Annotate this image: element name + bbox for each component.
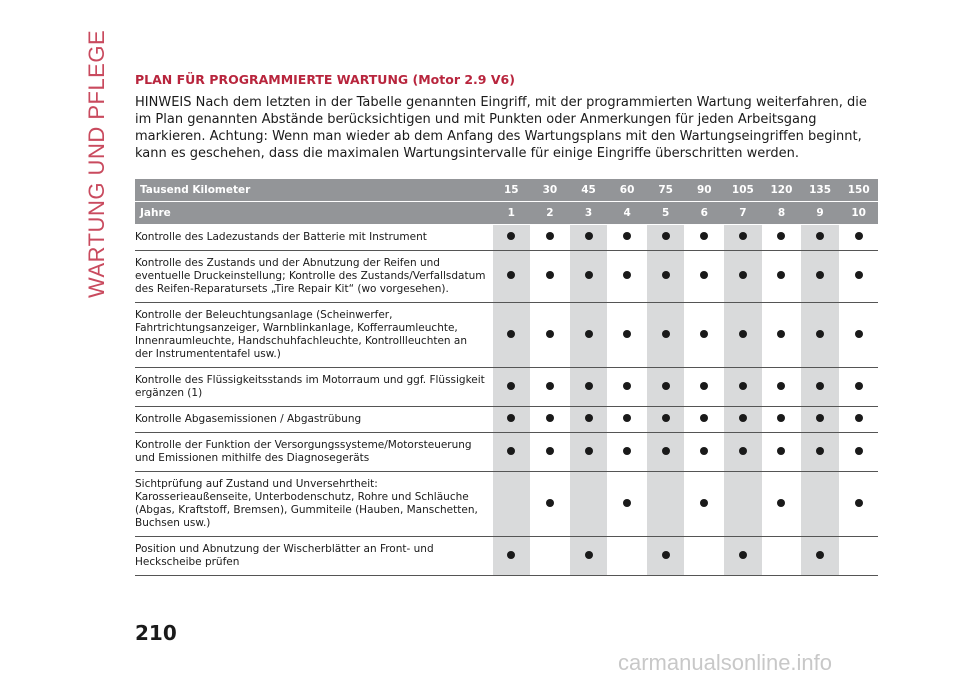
interval-cell [724,368,763,407]
interval-cell [608,303,647,368]
required-dot-icon [507,232,515,240]
interval-cell [608,225,647,251]
table-row [135,472,878,537]
km-header-cell: 30 [531,179,570,202]
km-header-cell: 135 [801,179,840,202]
required-dot-icon [585,382,593,390]
table-row [135,407,878,433]
interval-cell [569,537,608,576]
km-header-row [135,179,878,202]
required-dot-icon [816,447,824,455]
required-dot-icon [546,232,554,240]
required-dot-icon [777,499,785,507]
required-dot-icon [623,330,631,338]
interval-cell [646,407,685,433]
required-dot-icon [739,271,747,279]
interval-cell [492,472,531,537]
interval-cell [724,251,763,303]
task-description: Kontrolle der Funktion der Versorgungssysteme/Motorsteuerung und Emissionen mithilfe des Diagnosegeräts [135,433,492,472]
required-dot-icon [855,447,863,455]
interval-cell [724,407,763,433]
interval-cell [762,368,801,407]
required-dot-icon [855,271,863,279]
interval-cell [531,368,570,407]
interval-cell [569,303,608,368]
interval-cell [839,303,878,368]
km-header-cell: 15 [492,179,531,202]
required-dot-icon [662,271,670,279]
required-dot-icon [623,271,631,279]
km-header-cell: 75 [646,179,685,202]
required-dot-icon [507,414,515,422]
required-dot-icon [739,232,747,240]
required-dot-icon [855,414,863,422]
interval-cell [569,472,608,537]
interval-cell [608,251,647,303]
years-header-cell: 5 [646,202,685,225]
page-number: 210 [135,621,177,645]
interval-cell [492,537,531,576]
required-dot-icon [739,382,747,390]
interval-cell [762,303,801,368]
interval-cell [801,433,840,472]
interval-cell [801,303,840,368]
years-header-cell: 10 [839,202,878,225]
required-dot-icon [777,330,785,338]
interval-cell [724,472,763,537]
required-dot-icon [507,382,515,390]
required-dot-icon [623,447,631,455]
required-dot-icon [662,414,670,422]
table-row [135,251,878,303]
interval-cell [531,225,570,251]
years-header-label: Jahre [135,202,492,225]
interval-cell [839,407,878,433]
table-row [135,433,878,472]
required-dot-icon [623,232,631,240]
years-header-cell: 3 [569,202,608,225]
km-header-label: Tausend Kilometer [135,179,492,202]
interval-cell [801,225,840,251]
interval-cell [685,225,724,251]
required-dot-icon [507,271,515,279]
interval-cell [569,225,608,251]
interval-cell [646,537,685,576]
interval-cell [839,368,878,407]
interval-cell [839,433,878,472]
interval-cell [724,225,763,251]
interval-cell [646,472,685,537]
interval-cell [724,303,763,368]
interval-cell [646,225,685,251]
intro-paragraph: HINWEIS Nach dem letzten in der Tabelle genannten Eingriff, mit der programmierten Wartung weiterfahren, die im Plan genannten Abstände berücksichtigen und mit Punkten oder Anmerkungen für jeden Arbeitsgang markieren. Achtung: Wenn man wieder ab dem Anfang des Wartungsplans mit den Wartungseingriffen beginnt, kann es geschehen, dass die maximalen Wartungsintervalle für einige Eingriffe überschritten werden. [135,95,867,161]
required-dot-icon [777,414,785,422]
required-dot-icon [739,414,747,422]
interval-cell [531,303,570,368]
km-header-cell: 60 [608,179,647,202]
required-dot-icon [700,499,708,507]
interval-cell [839,472,878,537]
interval-cell [801,368,840,407]
interval-cell [569,433,608,472]
interval-cell [801,251,840,303]
interval-cell [608,472,647,537]
interval-cell [646,368,685,407]
interval-cell [492,225,531,251]
task-description: Kontrolle des Ladezustands der Batterie mit Instrument [135,225,492,251]
required-dot-icon [700,414,708,422]
interval-cell [762,407,801,433]
required-dot-icon [546,330,554,338]
table-row [135,537,878,576]
required-dot-icon [662,232,670,240]
interval-cell [608,407,647,433]
interval-cell [569,407,608,433]
interval-cell [492,433,531,472]
years-header-cell: 2 [531,202,570,225]
required-dot-icon [623,499,631,507]
table-row [135,225,878,251]
interval-cell [531,251,570,303]
interval-cell [724,433,763,472]
section-side-title-text: WARTUNG UND PFLEGE [84,29,109,298]
interval-cell [685,472,724,537]
required-dot-icon [662,447,670,455]
years-header-cell: 7 [724,202,763,225]
interval-cell [492,251,531,303]
task-description: Kontrolle Abgasemissionen / Abgastrübung [135,407,492,433]
maintenance-plan-body [135,225,878,576]
required-dot-icon [816,330,824,338]
watermark: carmanualsonline.info [618,650,833,675]
required-dot-icon [507,330,515,338]
interval-cell [569,251,608,303]
interval-cell [724,537,763,576]
km-header-cell: 150 [839,179,878,202]
required-dot-icon [662,551,670,559]
required-dot-icon [700,330,708,338]
required-dot-icon [546,414,554,422]
required-dot-icon [662,382,670,390]
required-dot-icon [816,551,824,559]
section-heading: PLAN FÜR PROGRAMMIERTE WARTUNG (Motor 2.9 V6) [135,72,515,87]
required-dot-icon [585,551,593,559]
required-dot-icon [816,271,824,279]
maintenance-plan-table [135,179,878,576]
interval-cell [685,433,724,472]
required-dot-icon [816,414,824,422]
required-dot-icon [777,447,785,455]
required-dot-icon [855,330,863,338]
section-side-title [84,29,114,298]
required-dot-icon [662,330,670,338]
interval-cell [569,368,608,407]
km-header-cell: 105 [724,179,763,202]
required-dot-icon [546,382,554,390]
required-dot-icon [855,232,863,240]
interval-cell [801,407,840,433]
interval-cell [762,537,801,576]
required-dot-icon [816,232,824,240]
required-dot-icon [855,499,863,507]
interval-cell [685,368,724,407]
required-dot-icon [546,499,554,507]
interval-cell [762,472,801,537]
interval-cell [646,251,685,303]
km-header-cell: 120 [762,179,801,202]
required-dot-icon [855,382,863,390]
task-description: Sichtprüfung auf Zustand und Unversehrtheit: Karosserieaußenseite, Unterbodenschutz, Rohre und Schläuche (Abgas, Kraftstoff, Bremsen), Gummiteile (Hauben, Manschetten, Buchsen usw.) [135,472,492,537]
years-header-cell: 1 [492,202,531,225]
interval-cell [531,537,570,576]
years-header-cell: 9 [801,202,840,225]
task-description: Kontrolle des Zustands und der Abnutzung der Reifen und eventuelle Druckeinstellung; Kontrolle des Zustands/Verfallsdatum des Reifen-Reparatursets „Tire Repair Kit“ (wo vorgesehen). [135,251,492,303]
task-description: Kontrolle des Flüssigkeitsstands im Motorraum und ggf. Flüssigkeit ergänzen (1) [135,368,492,407]
interval-cell [608,368,647,407]
interval-cell [685,303,724,368]
interval-cell [531,433,570,472]
required-dot-icon [546,447,554,455]
interval-cell [685,537,724,576]
interval-cell [492,368,531,407]
table-row [135,303,878,368]
table-row [135,368,878,407]
interval-cell [531,472,570,537]
interval-cell [762,225,801,251]
required-dot-icon [739,551,747,559]
required-dot-icon [623,414,631,422]
task-description: Kontrolle der Beleuchtungsanlage (Scheinwerfer, Fahrtrichtungsanzeiger, Warnblinkanlage, Kofferraumleuchte, Innenraumleuchte, Handschuhfachleuchte, Kontrollleuchten an der Instrumententafel usw.) [135,303,492,368]
km-header-cell: 45 [569,179,608,202]
required-dot-icon [585,271,593,279]
interval-cell [646,303,685,368]
required-dot-icon [700,232,708,240]
interval-cell [801,537,840,576]
interval-cell [839,537,878,576]
required-dot-icon [739,330,747,338]
required-dot-icon [585,447,593,455]
interval-cell [839,225,878,251]
interval-cell [762,433,801,472]
required-dot-icon [623,382,631,390]
required-dot-icon [700,382,708,390]
interval-cell [608,433,647,472]
interval-cell [685,407,724,433]
interval-cell [801,472,840,537]
interval-cell [839,251,878,303]
required-dot-icon [507,551,515,559]
required-dot-icon [507,447,515,455]
required-dot-icon [739,447,747,455]
required-dot-icon [777,232,785,240]
required-dot-icon [816,382,824,390]
required-dot-icon [546,271,554,279]
required-dot-icon [700,447,708,455]
required-dot-icon [585,330,593,338]
required-dot-icon [777,382,785,390]
required-dot-icon [777,271,785,279]
interval-cell [492,303,531,368]
interval-cell [646,433,685,472]
required-dot-icon [700,271,708,279]
interval-cell [492,407,531,433]
interval-cell [762,251,801,303]
interval-cell [608,537,647,576]
required-dot-icon [585,232,593,240]
interval-cell [531,407,570,433]
interval-cell [685,251,724,303]
required-dot-icon [585,414,593,422]
task-description: Position und Abnutzung der Wischerblätter an Front- und Heckscheibe prüfen [135,537,492,576]
years-header-cell: 6 [685,202,724,225]
years-header-cell: 4 [608,202,647,225]
years-header-cell: 8 [762,202,801,225]
km-header-cell: 90 [685,179,724,202]
years-header-row [135,202,878,225]
